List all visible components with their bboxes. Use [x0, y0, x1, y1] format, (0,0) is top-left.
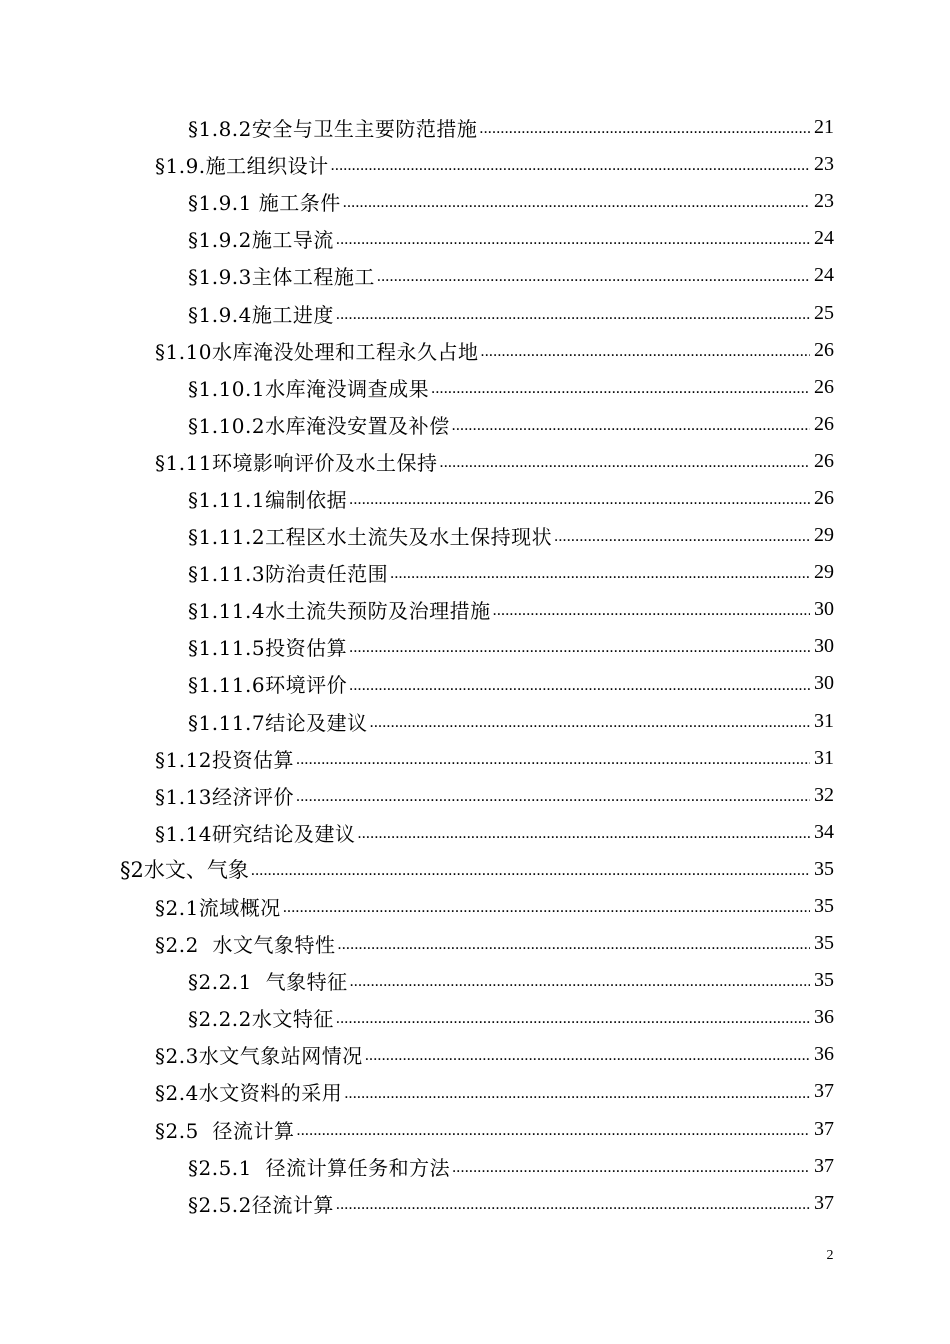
toc-dot-leader	[343, 195, 810, 220]
toc-entry-page: 26	[814, 412, 834, 435]
toc-dot-leader	[431, 381, 810, 406]
toc-entry-page: 37	[814, 1154, 834, 1177]
toc-entry-label: §1.11.7结论及建议	[188, 710, 368, 735]
toc-dot-leader	[283, 900, 810, 925]
toc-dot-leader	[358, 826, 810, 851]
toc-entry-label: §1.11.1编制依据	[188, 487, 348, 512]
toc-entry-page: 34	[814, 820, 834, 843]
toc-dot-leader	[365, 1048, 810, 1073]
toc-entry-page: 29	[814, 561, 834, 584]
toc-entry-label: §1.14研究结论及建议	[155, 821, 356, 846]
toc-dot-leader	[344, 1086, 810, 1111]
toc-entry-page: 24	[814, 227, 834, 250]
toc-entry-label: §2.4水文资料的采用	[155, 1081, 343, 1106]
toc-entry-page: 30	[814, 598, 834, 621]
toc-entry[interactable]	[0, 999, 834, 1036]
toc-entry[interactable]	[0, 332, 834, 369]
toc-dot-leader	[349, 640, 810, 665]
toc-entry-label: §2.5.2径流计算	[188, 1192, 334, 1217]
toc-entry[interactable]	[0, 777, 834, 814]
toc-entry-label: §1.13经济评价	[155, 784, 295, 809]
toc-entry-page: 24	[814, 264, 834, 287]
toc-entry-page: 26	[814, 338, 834, 361]
page-number: 2	[826, 1248, 834, 1263]
toc-entry[interactable]	[0, 220, 834, 257]
toc-dot-leader	[493, 603, 810, 628]
toc-entry[interactable]	[0, 888, 834, 925]
toc-entry-page: 35	[814, 932, 834, 955]
toc-entry-label: §1.11.3防治责任范围	[188, 562, 389, 587]
toc-entry-page: 37	[814, 1117, 834, 1140]
toc-entry-page: 23	[814, 190, 834, 213]
toc-dot-leader	[336, 1011, 810, 1036]
toc-entry-page: 36	[814, 1043, 834, 1066]
toc-entry-page: 31	[814, 746, 834, 769]
toc-dot-leader	[251, 863, 810, 888]
toc-dot-leader	[296, 789, 810, 814]
toc-entry-page: 30	[814, 672, 834, 695]
toc-entry-page: 21	[814, 116, 834, 139]
toc-entry-label: §2.2.2水文特征	[188, 1007, 334, 1032]
toc-entry-page: 23	[814, 153, 834, 176]
toc-dot-leader	[336, 1197, 810, 1222]
toc-entry-label: §2.1流域概况	[155, 896, 281, 921]
toc-entry-page: 35	[814, 969, 834, 992]
toc-entry-label: §1.9.4施工进度	[188, 302, 334, 327]
toc-dot-leader	[440, 455, 810, 480]
toc-dot-leader	[452, 418, 810, 443]
toc-entry[interactable]	[0, 851, 834, 888]
toc-entry-page: 26	[814, 375, 834, 398]
toc-entry-page: 35	[814, 857, 834, 880]
toc-entry[interactable]	[0, 109, 834, 146]
toc-entry-page: 29	[814, 524, 834, 547]
toc-dot-leader	[331, 158, 810, 183]
table-of-contents	[0, 109, 950, 1222]
toc-entry[interactable]	[0, 628, 834, 665]
toc-entry-label: §2.2 水文气象特性	[155, 933, 336, 958]
toc-entry-label: §1.12投资估算	[155, 747, 295, 772]
toc-entry[interactable]	[0, 183, 834, 220]
toc-entry-page: 36	[814, 1006, 834, 1029]
toc-entry-page: 32	[814, 783, 834, 806]
toc-dot-leader	[481, 344, 810, 369]
toc-entry[interactable]	[0, 554, 834, 591]
toc-entry[interactable]	[0, 1185, 834, 1222]
toc-entry-label: §1.9.2施工导流	[188, 228, 334, 253]
toc-entry[interactable]	[0, 1036, 834, 1073]
toc-dot-leader	[554, 529, 810, 554]
toc-entry[interactable]	[0, 1111, 834, 1148]
toc-entry[interactable]	[0, 703, 834, 740]
toc-entry-label: §1.11.4水土流失预防及治理措施	[188, 599, 491, 624]
toc-entry[interactable]	[0, 146, 834, 183]
toc-entry[interactable]	[0, 517, 834, 554]
toc-entry[interactable]	[0, 665, 834, 702]
toc-entry-page: 37	[814, 1191, 834, 1214]
toc-entry-page: 31	[814, 709, 834, 732]
toc-entry-label: §1.11.2工程区水土流失及水土保持现状	[188, 525, 553, 550]
toc-entry-label: §2.2.1 气象特征	[188, 970, 348, 995]
toc-dot-leader	[296, 752, 810, 777]
toc-dot-leader	[452, 1160, 810, 1185]
toc-entry-label: §2水文、气象	[120, 858, 249, 883]
toc-dot-leader	[336, 307, 810, 332]
toc-entry-label: §2.5.1 径流计算任务和方法	[188, 1155, 451, 1180]
toc-entry[interactable]	[0, 406, 834, 443]
toc-entry[interactable]	[0, 1073, 834, 1110]
toc-dot-leader	[336, 232, 810, 257]
toc-entry-page: 25	[814, 301, 834, 324]
toc-entry[interactable]	[0, 480, 834, 517]
toc-entry[interactable]	[0, 591, 834, 628]
toc-entry-label: §1.10.1水库淹没调查成果	[188, 376, 430, 401]
toc-entry-label: §1.9.3主体工程施工	[188, 265, 375, 290]
toc-entry-label: §2.3水文气象站网情况	[155, 1044, 363, 1069]
toc-dot-leader	[349, 678, 810, 703]
toc-dot-leader	[377, 269, 810, 294]
toc-entry-label: §2.5 径流计算	[155, 1118, 295, 1143]
toc-entry-page: 35	[814, 895, 834, 918]
toc-entry[interactable]	[0, 257, 834, 294]
toc-dot-leader	[297, 1123, 810, 1148]
toc-dot-leader	[479, 121, 810, 146]
toc-entry[interactable]	[0, 369, 834, 406]
toc-entry-page: 26	[814, 449, 834, 472]
toc-dot-leader	[390, 566, 810, 591]
toc-entry[interactable]	[0, 740, 834, 777]
toc-entry-label: §1.8.2安全与卫生主要防范措施	[188, 117, 478, 142]
toc-dot-leader	[370, 715, 810, 740]
toc-entry-label: §1.11环境影响评价及水土保持	[155, 450, 438, 475]
toc-entry[interactable]	[0, 925, 834, 962]
toc-entry-label: §1.10.2水库淹没安置及补偿	[188, 413, 450, 438]
toc-entry[interactable]	[0, 814, 834, 851]
toc-entry-page: 30	[814, 635, 834, 658]
toc-entry-label: §1.11.5投资估算	[188, 636, 348, 661]
toc-entry-label: §1.10水库淹没处理和工程永久占地	[155, 339, 479, 364]
toc-entry-label: §1.9.施工组织设计	[155, 154, 329, 179]
toc-dot-leader	[350, 974, 810, 999]
toc-entry-page: 26	[814, 486, 834, 509]
toc-entry[interactable]	[0, 443, 834, 480]
toc-dot-leader	[349, 492, 810, 517]
toc-dot-leader	[338, 937, 810, 962]
toc-entry[interactable]	[0, 294, 834, 331]
toc-entry-label: §1.9.1 施工条件	[188, 191, 341, 216]
toc-entry-page: 37	[814, 1080, 834, 1103]
toc-entry-label: §1.11.6环境评价	[188, 673, 348, 698]
toc-entry[interactable]	[0, 962, 834, 999]
toc-entry[interactable]	[0, 1148, 834, 1185]
